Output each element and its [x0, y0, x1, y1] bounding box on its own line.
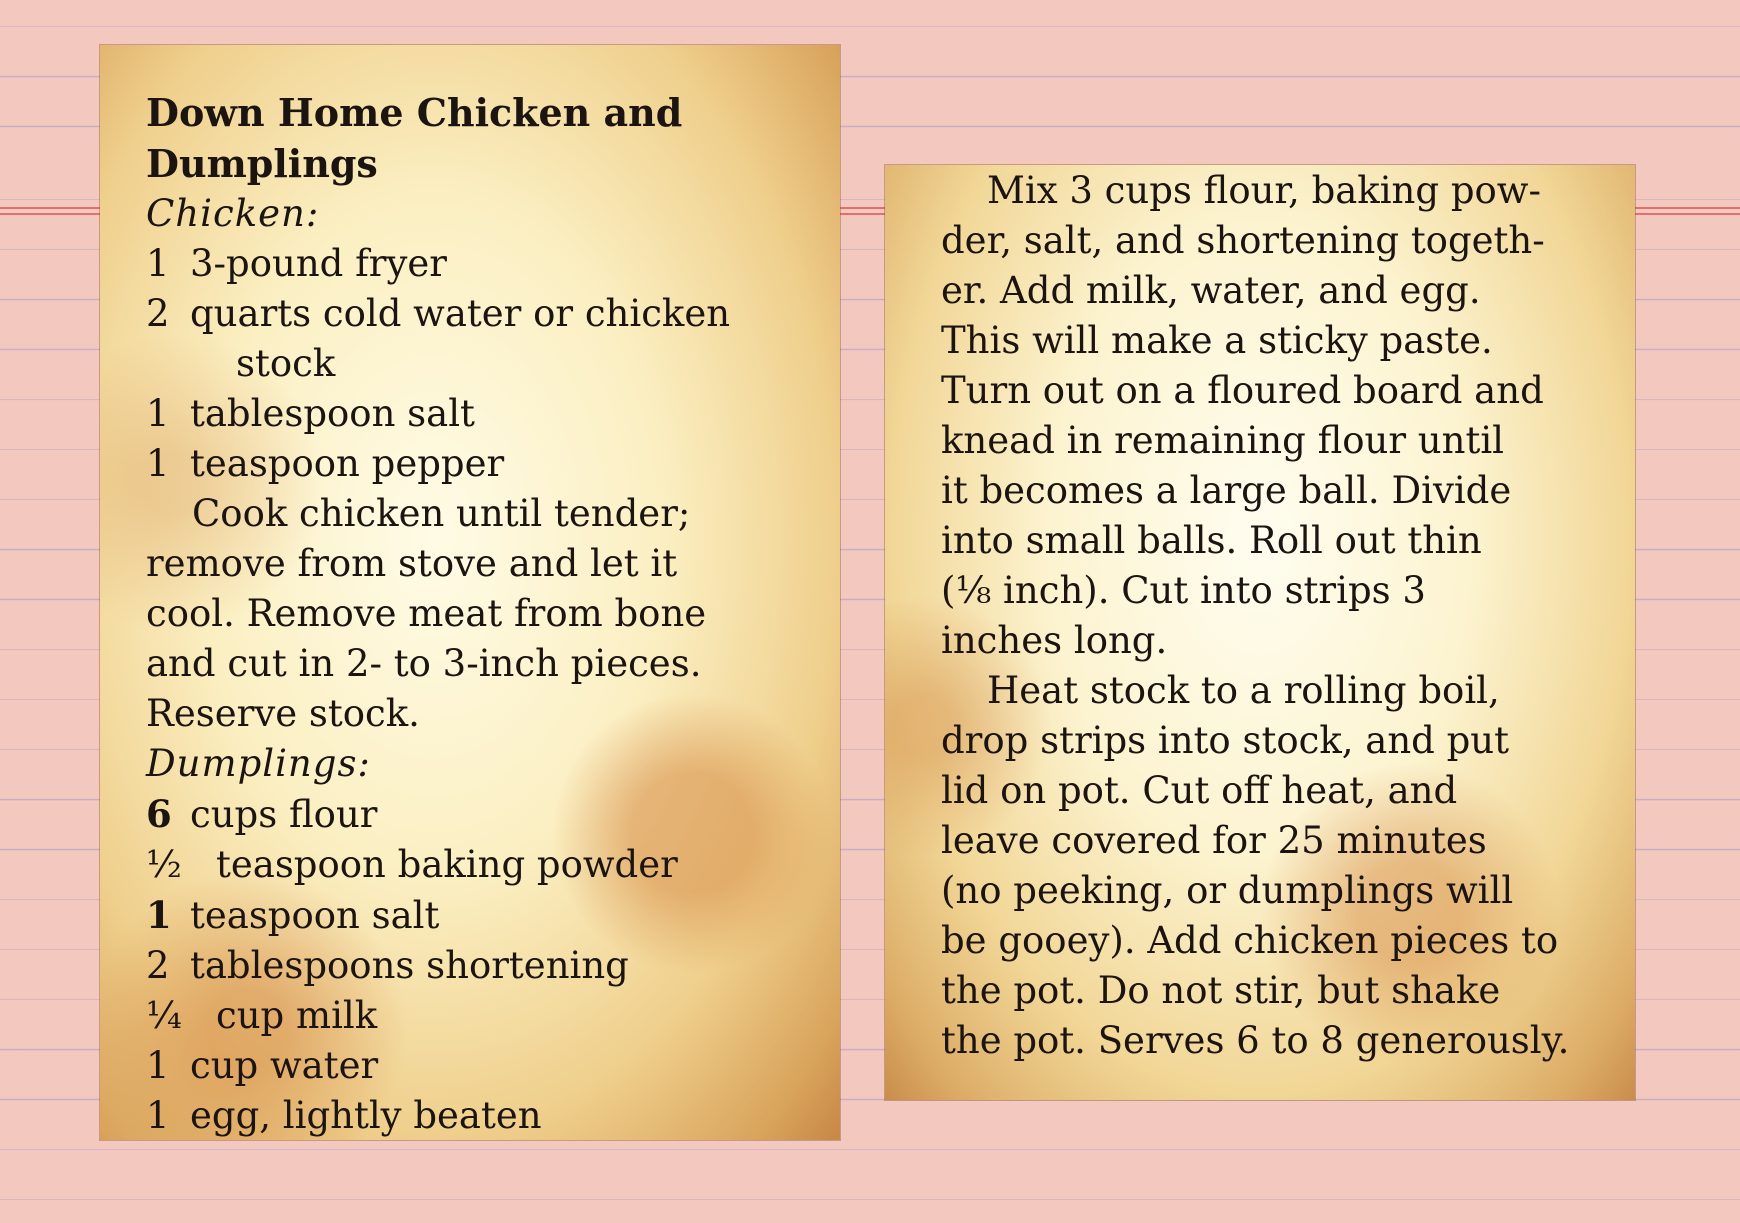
- ingredient-line: 1 teaspoon salt: [146, 893, 440, 937]
- ingredient-line: 2 tablespoons shortening: [146, 944, 629, 987]
- ingredient-line: 1 egg, lightly beaten: [146, 1094, 542, 1137]
- instruction-line: knead in remaining flour until: [941, 419, 1505, 462]
- instruction-line: (no peeking, or dumplings will: [941, 869, 1514, 912]
- instruction-line: Turn out on a floured board and: [941, 369, 1544, 412]
- instruction-line: This will make a sticky paste.: [941, 319, 1493, 362]
- instruction-line: Cook chicken until tender;: [192, 492, 691, 535]
- ingredient-line: 1 tablespoon salt: [146, 392, 475, 435]
- right-clipping-text: [941, 166, 1569, 1066]
- instruction-line: lid on pot. Cut off heat, and: [941, 769, 1458, 812]
- ingredient-line: 2 quarts cold water or chicken: [146, 292, 731, 335]
- instruction-line: into small balls. Roll out thin: [941, 519, 1482, 562]
- instruction-line: drop strips into stock, and put: [941, 719, 1509, 762]
- instruction-line: der, salt, and shortening togeth-: [941, 219, 1545, 262]
- ingredient-line: ½ teaspoon baking powder: [146, 843, 678, 886]
- ingredient-line: ¼ cup milk: [146, 994, 378, 1037]
- instruction-line: the pot. Do not stir, but shake: [941, 969, 1501, 1012]
- instruction-line: Reserve stock.: [146, 692, 420, 735]
- left-clipping-text: [146, 87, 730, 1141]
- instruction-line: er. Add milk, water, and egg.: [941, 269, 1481, 312]
- ingredient-line: 1 3-pound fryer: [146, 242, 447, 285]
- instruction-line: inches long.: [941, 619, 1168, 662]
- instruction-line: be gooey). Add chicken pieces to: [941, 919, 1559, 962]
- dumplings-heading: Dumplings:: [146, 742, 371, 785]
- ingredient-line: 6 cups flour: [146, 792, 378, 836]
- left-recipe-clipping: [100, 45, 840, 1140]
- instruction-line: remove from stove and let it: [146, 542, 678, 585]
- recipe-title-line-2: Dumplings: [146, 141, 378, 186]
- ingredient-line: stock: [236, 342, 336, 385]
- instruction-line: leave covered for 25 minutes: [941, 819, 1487, 862]
- instruction-line: Heat stock to a rolling boil,: [987, 669, 1500, 712]
- instruction-line: and cut in 2- to 3-inch pieces.: [146, 642, 702, 685]
- instruction-line: the pot. Serves 6 to 8 generously.: [941, 1019, 1570, 1062]
- chicken-heading: Chicken:: [146, 192, 320, 235]
- instruction-line: Mix 3 cups flour, baking pow-: [987, 169, 1541, 212]
- recipe-title-line-1: Down Home Chicken and: [146, 90, 683, 135]
- instruction-line: it becomes a large ball. Divide: [941, 469, 1512, 512]
- instruction-line: (⅛ inch). Cut into strips 3: [941, 569, 1426, 612]
- ingredient-line: 1 cup water: [146, 1044, 379, 1087]
- right-recipe-clipping: [885, 165, 1635, 1100]
- ingredient-line: 1 teaspoon pepper: [146, 442, 505, 485]
- instruction-line: cool. Remove meat from bone: [146, 592, 707, 635]
